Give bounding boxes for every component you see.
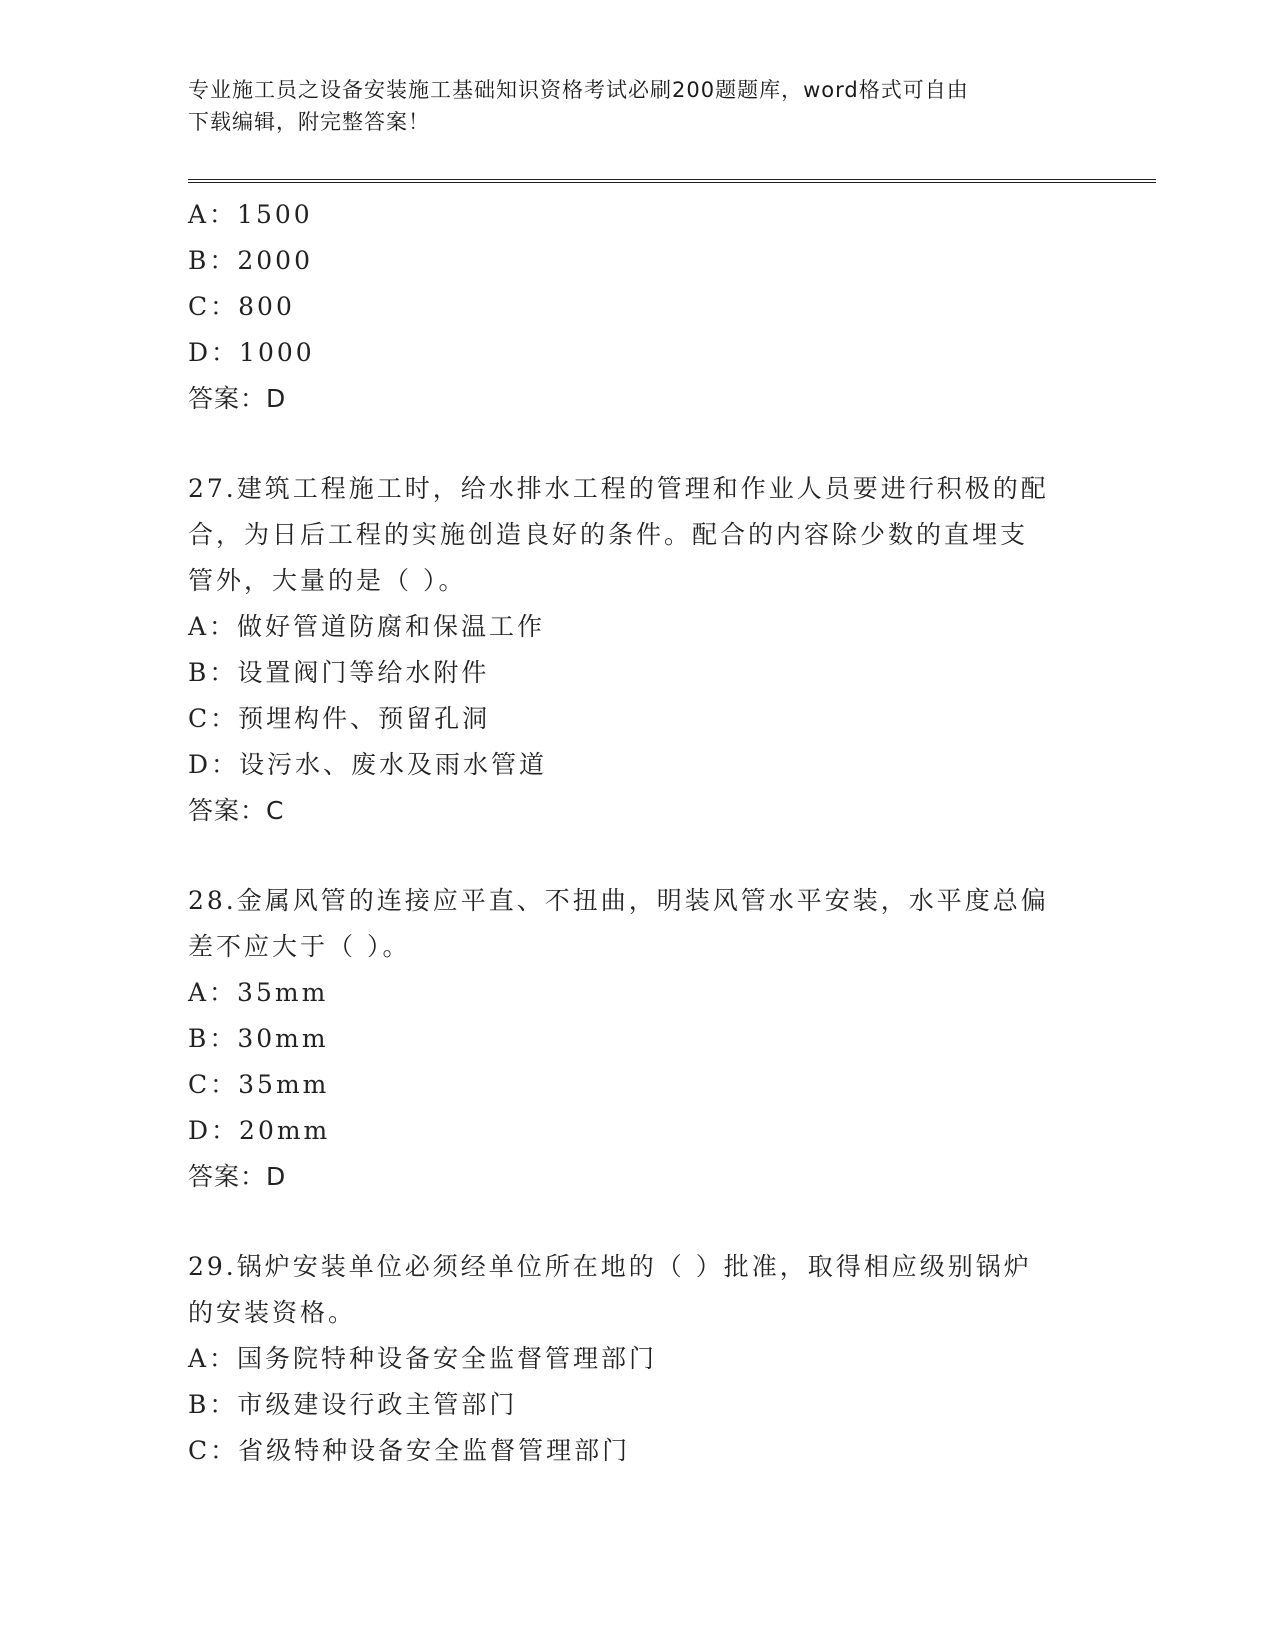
answer-line: 答案：C [188,796,285,825]
question-stem-line: 27.建筑工程施工时，给水排水工程的管理和作业人员要进行积极的配 [188,474,1049,503]
spacer [188,834,1088,878]
question-stem-line: 管外，大量的是（ ）。 [188,566,467,595]
document-header [188,74,1068,138]
option-c: C：35mm [188,1070,330,1099]
option-a: A：35mm [188,978,329,1007]
spacer [188,1200,1088,1244]
option-a: A：做好管道防腐和保温工作 [188,612,546,641]
option-a: A：国务院特种设备安全监督管理部门 [188,1344,658,1373]
question-stem-line: 的安装资格。 [188,1298,357,1327]
option-b: B：2000 [188,246,313,275]
header-title-line-2: 下载编辑，附完整答案！ [188,110,430,134]
option-d: D：1000 [188,338,315,367]
spacer [188,422,1088,466]
question-28 [188,878,1088,1200]
document-body [188,192,1088,1474]
option-c: C：800 [188,292,295,321]
question-stem-line: 29.锅炉安装单位必须经单位所在地的（ ）批准，取得相应级别锅炉 [188,1252,1032,1281]
option-b: B：设置阀门等给水附件 [188,658,490,687]
option-c: C：省级特种设备安全监督管理部门 [188,1436,631,1465]
header-title-line-1: 专业施工员之设备安装施工基础知识资格考试必刷200题题库，word格式可自由 [188,78,969,102]
answer-line: 答案：D [188,384,287,413]
question-26-continuation [188,192,1088,422]
question-stem-line: 差不应大于（ ）。 [188,932,411,961]
question-stem-line: 合，为日后工程的实施创造良好的条件。配合的内容除少数的直埋支 [188,520,1029,549]
option-b: B：30mm [188,1024,329,1053]
question-27 [188,466,1088,834]
option-b: B：市级建设行政主管部门 [188,1390,518,1419]
option-d: D：设污水、废水及雨水管道 [188,750,548,779]
option-c: C：预埋构件、预留孔洞 [188,704,491,733]
option-d: D：20mm [188,1116,331,1145]
header-divider [188,179,1156,183]
question-stem-line: 28.金属风管的连接应平直、不扭曲，明装风管水平安装，水平度总偏 [188,886,1049,915]
option-a: A：1500 [188,200,313,229]
answer-line: 答案：D [188,1162,287,1191]
question-29 [188,1244,1088,1474]
